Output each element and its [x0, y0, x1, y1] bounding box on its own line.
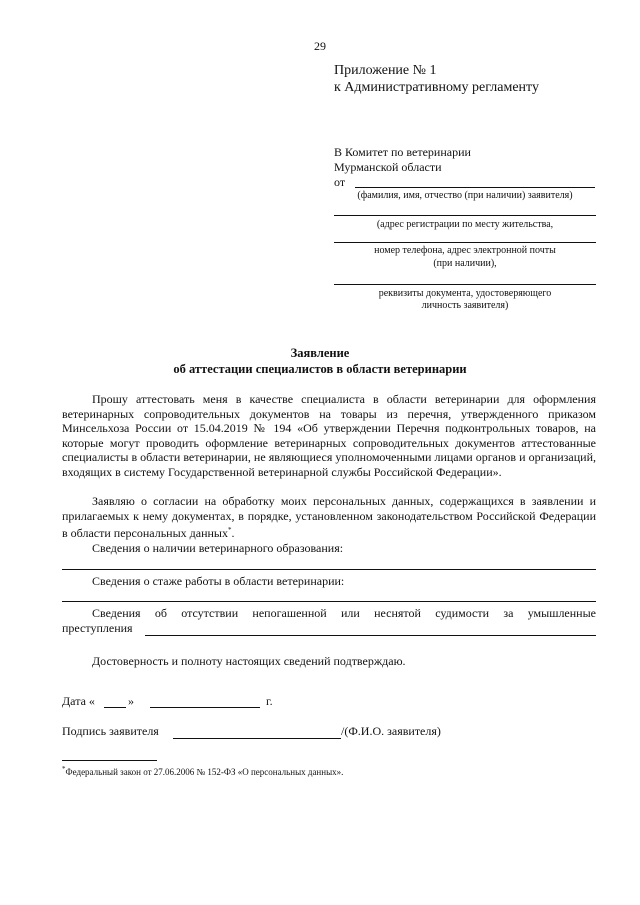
document-title — [0, 345, 640, 377]
criminal-line[interactable] — [145, 635, 596, 636]
from-label: от — [334, 175, 346, 189]
education-label: Сведения о наличии ветеринарного образования: — [92, 541, 344, 555]
addressee-block — [334, 145, 471, 190]
criminal-label-2: преступления — [62, 621, 133, 635]
education-line[interactable] — [62, 569, 596, 570]
addressee-line-2: Мурманской области — [334, 160, 442, 174]
page-number: 29 — [314, 39, 326, 53]
consent-text: Заявляю о согласии на обработку моих персональных данных, содержащихся в заявлении и прилагаемых к нему документах, в порядке, установленном законодательством Российской Федерации в области персональных данных — [62, 494, 596, 540]
confirm-text: Достоверность и полноту настоящих сведений подтверждаю. — [92, 654, 406, 668]
date-day-line[interactable] — [104, 707, 126, 708]
address-hint: (адрес регистрации по месту жительства, — [376, 219, 554, 230]
footnote-ref: * — [228, 526, 232, 534]
date-label: Дата « — [62, 694, 95, 708]
date-month-line[interactable] — [150, 707, 260, 708]
contact-hint-1: номер телефона, адрес электронной почты — [374, 245, 556, 256]
signature-label: Подпись заявителя — [62, 724, 159, 738]
consent-paragraph — [62, 494, 596, 541]
fio-line-2[interactable] — [334, 215, 596, 216]
experience-label: Сведения о стаже работы в области ветеринарии: — [92, 574, 345, 588]
appendix-header — [334, 62, 539, 96]
fio-hint: (фамилия, имя, отчество (при наличии) заявителя) — [357, 190, 573, 201]
fio-line[interactable] — [355, 187, 595, 188]
contact-hint-2: (при наличии), — [433, 258, 497, 269]
experience-line[interactable] — [62, 601, 596, 602]
footnote — [62, 765, 343, 777]
appendix-line-1: Приложение № 1 — [334, 63, 437, 78]
title-line-2: об аттестации специалистов в области ветеринарии — [173, 362, 467, 376]
signature-line[interactable] — [173, 738, 341, 739]
consent-end: . — [231, 526, 235, 540]
criminal-label: Сведения об отсутствии непогашенной или неснятой судимости за умышленные — [92, 606, 596, 620]
addressee-line-1: В Комитет по ветеринарии — [334, 145, 471, 159]
footnote-separator — [62, 760, 157, 761]
address-line[interactable] — [334, 242, 596, 243]
contact-line[interactable] — [334, 284, 596, 285]
date-year-suffix: г. — [266, 694, 273, 708]
signature-suffix: /(Ф.И.О. заявителя) — [341, 724, 441, 738]
request-paragraph: Прошу аттестовать меня в качестве специалиста в области ветеринарии для оформления ветеринарных сопроводительных документов на товары из перечня, утвержденного приказом Минсельхоза России от 15.04.2019 № 194 «Об утверждении Перечня подконтрольных товаров, на которые могут проводить оформление ветеринарных сопроводительных документов аттестованные специалисты в области ветеринарии, не являющиеся уполномоченными лицами органов и организаций, входящих в систему Государственной ветеринарной службы Российской Федерации». — [62, 392, 596, 479]
doc-hint-1: реквизиты документа, удостоверяющего — [378, 288, 552, 299]
footnote-mark: * — [62, 765, 66, 773]
footnote-text: Федеральный закон от 27.06.2006 № 152-ФЗ «О персональных данных». — [65, 767, 344, 777]
title-line-1: Заявление — [290, 346, 350, 360]
appendix-line-2: к Административному регламенту — [334, 80, 539, 95]
doc-hint-2: личность заявителя) — [421, 300, 509, 311]
date-quote-close: » — [128, 694, 134, 708]
